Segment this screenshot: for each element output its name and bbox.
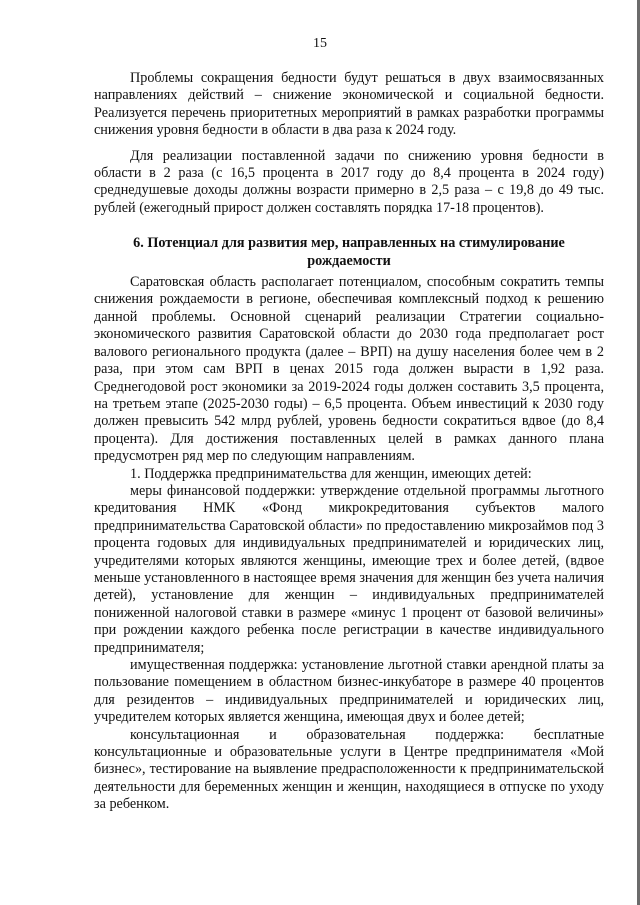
list-item: меры финансовой поддержки: утверждение отдельной программы льготного кредитования НМК «Фонд микрокредитования субъектов малого предпринимательства Саратовской области» по предоставлению микрозаймов под 3 процента годовых для индивидуальных предпринимателей и юридических лиц, учредителями которых являются женщины, имеющие трех и более детей, (вдвое меньше установленного в настоящее время значения для женщин без учета наличия детей), установление для женщин – индивидуальных предпринимателей пониженной налоговой ставки в размере «минус 1 процент от базовой величины» при рождении каждого ребенка после регистрации в качестве индивидуального предпринимателя; — [94, 482, 604, 656]
list-item: имущественная поддержка: установление льготной ставки арендной платы за пользование помещением в областном бизнес-инкубаторе в размере 40 процентов для резидентов – индивидуальных предпринимателей и юридических лиц, учредителем которых является женщина, имеющая двух и более детей; — [94, 657, 604, 726]
list-heading: 1. Поддержка предпринимательства для женщин, имеющих детей: — [130, 465, 532, 482]
page-number: 15 — [313, 36, 327, 51]
paragraph: Для реализации поставленной задачи по снижению уровня бедности в области в 2 раза (с 16,5 процента в 2017 году до 8,4 процента в 2024 году) среднедушевые доходы должны возрасти примерно в 2,5 раза – с 19,8 до 49 тыс. рублей (ежегодный прирост должен составлять порядка 17-18 процентов). — [94, 147, 604, 216]
list-item: консультационная и образовательная поддержка: бесплатные консультационные и образовательные услуги в Центре предпринимателя «Мой бизнес», тестирование на выявление предрасположенности к предпринимательской деятельности для беременных женщин и женщин, находящиеся в отпуске по уходу за ребенком. — [94, 726, 604, 813]
section-heading: 6. Потенциал для развития мер, направленных на стимулирование рождаемости — [133, 235, 565, 269]
paragraph: Проблемы сокращения бедности будут решаться в двух взаимосвязанных направлениях действий – снижение экономической и социальной бедности. Реализуется перечень приоритетных мероприятий в рамках разработки программы снижения уровня бедности в области в два раза к 2024 году. — [94, 70, 604, 139]
paragraph: Саратовская область располагает потенциалом, способным сократить темпы снижения рождаемости в регионе, обеспечивая комплексный подход к решению данной проблемы. Основной сценарий реализации Стратегии социально-экономического развития Саратовской области до 2030 года предполагает рост валового регионального продукта (далее – ВРП) на душу населения более чем в 2 раза, при этом сам ВРП в ценах 2015 года должен вырасти в 1,92 раза. Среднегодовой рост экономики за 2019-2024 годы должен составить 3,5 процента, на третьем этапе (2025-2030 годы) – 6,5 процента. Объем инвестиций к 2030 году должен превысить 542 млрд рублей, уровень бедности сократиться вдвое (до 8,4 процента). Для достижения поставленных целей в рамках данного плана предусмотрен ряд мер по следующим направлениям. — [94, 274, 604, 465]
document-body — [94, 70, 604, 814]
